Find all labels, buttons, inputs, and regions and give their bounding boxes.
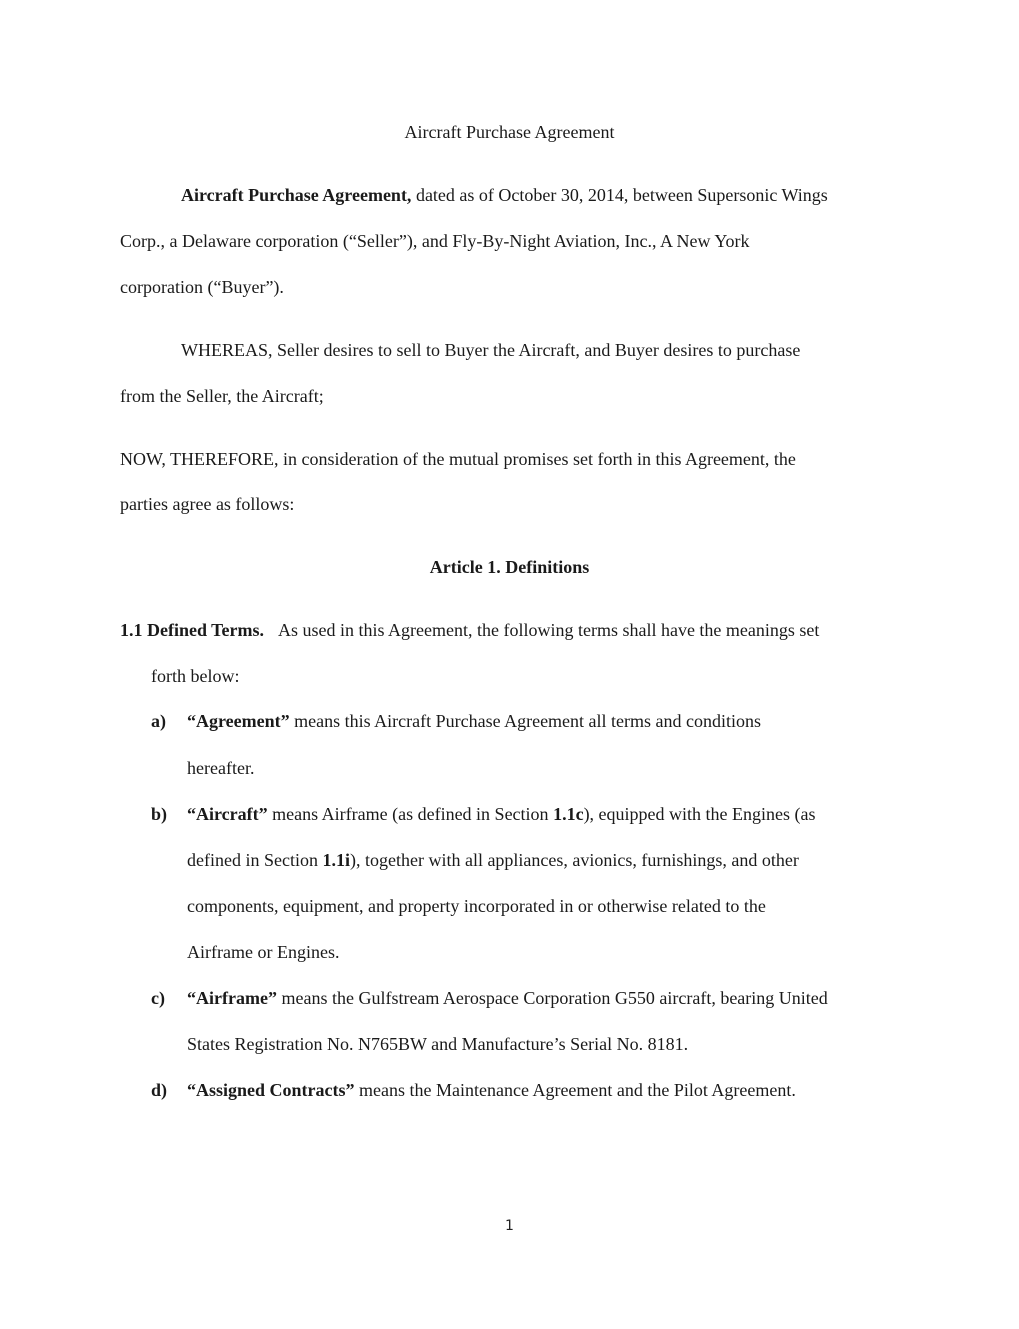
section-1-1-text: As used in this Agreement, the following terms shall have the meanings set <box>278 620 820 640</box>
definition-c-marker: c) <box>151 988 165 1008</box>
whereas-line-1: WHEREAS, Seller desires to sell to Buyer the Aircraft, and Buyer desires to purchase <box>181 340 801 360</box>
definition-b-term: “Aircraft” <box>187 804 268 824</box>
definition-c-line-2: States Registration No. N765BW and Manufacture’s Serial No. 8181. <box>187 1034 689 1054</box>
section-ref-1-1i: 1.1i <box>322 850 350 870</box>
definition-a-term: “Agreement” <box>187 711 290 731</box>
definition-d-term: “Assigned Contracts” <box>187 1080 355 1100</box>
section-1-1-line-1 <box>120 619 819 641</box>
whereas-line-2: from the Seller, the Aircraft; <box>120 386 324 406</box>
definition-b-line-4: Airframe or Engines. <box>187 942 340 962</box>
section-1-1-heading: 1.1 Defined Terms. <box>120 620 264 640</box>
preamble-line-1-text: dated as of October 30, 2014, between Supersonic Wings <box>411 185 828 205</box>
document-title: Aircraft Purchase Agreement <box>404 122 615 142</box>
definition-d-marker: d) <box>151 1080 168 1100</box>
now-therefore-line-1: NOW, THEREFORE, in consideration of the mutual promises set forth in this Agreement, the <box>120 449 796 469</box>
section-1-1-line-2: forth below: <box>151 666 240 686</box>
definition-c-line-1: “Airframe” means the Gulfstream Aerospace Corporation G550 aircraft, bearing United <box>187 988 828 1008</box>
preamble-line-2: Corp., a Delaware corporation (“Seller”), and Fly-By-Night Aviation, Inc., A New York <box>120 231 750 251</box>
definition-a-marker: a) <box>151 711 166 731</box>
preamble-line-3: corporation (“Buyer”). <box>120 277 284 297</box>
definition-c-term: “Airframe” <box>187 988 277 1008</box>
section-ref-1-1c: 1.1c <box>553 804 584 824</box>
now-therefore-line-2: parties agree as follows: <box>120 494 295 514</box>
preamble-bold-lead: Aircraft Purchase Agreement, <box>181 185 412 205</box>
definition-d-line-1: “Assigned Contracts” means the Maintenance Agreement and the Pilot Agreement. <box>187 1080 796 1100</box>
definition-b-line-3: components, equipment, and property incorporated in or otherwise related to the <box>187 896 766 916</box>
article-heading: Article 1. Definitions <box>429 557 590 577</box>
definition-b-line-2: defined in Section 1.1i), together with all appliances, avionics, furnishings, and other <box>187 850 799 870</box>
definition-b-marker: b) <box>151 804 168 824</box>
page-number: 1 <box>505 1218 514 1234</box>
definition-b-line-1: “Aircraft” means Airframe (as defined in Section 1.1c), equipped with the Engines (as <box>187 804 816 824</box>
preamble-line-1 <box>181 184 828 206</box>
definition-a-line-2: hereafter. <box>187 758 255 778</box>
definition-a-line-1: “Agreement” means this Aircraft Purchase Agreement all terms and conditions <box>187 711 762 731</box>
